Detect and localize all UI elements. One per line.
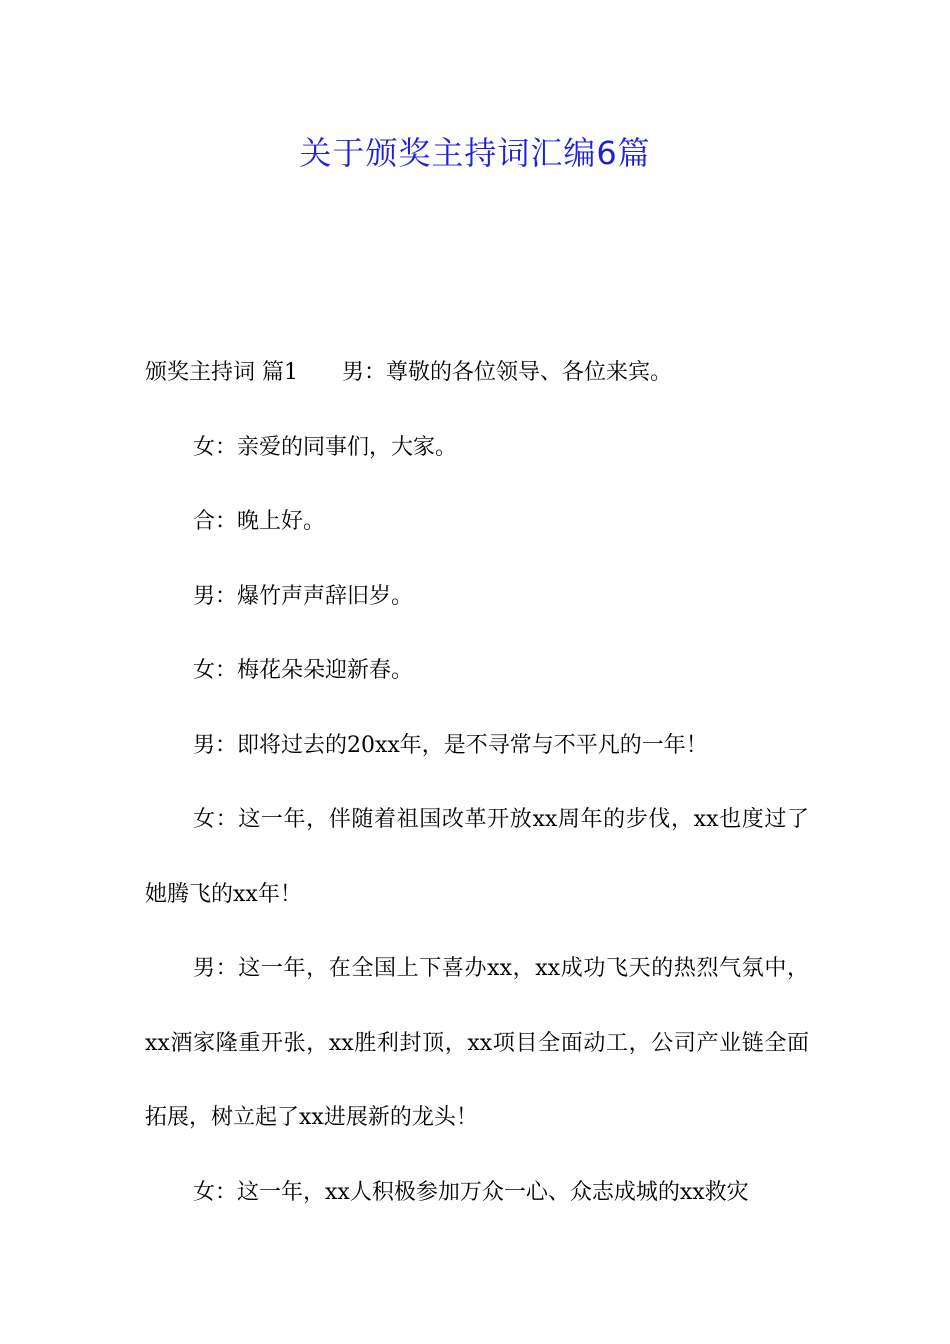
paragraph-4: 男：爆竹声声辞旧岁。 (193, 583, 414, 609)
paragraph-text: 男：尊敬的各位领导、各位来宾。 (342, 360, 673, 385)
paragraph-3: 合：晚上好。 (193, 509, 326, 534)
paragraph-5: 女：梅花朵朵迎新春。 (193, 658, 414, 683)
paragraph-9: 女：这一年，xx人积极参加万众一心、众志成城的xx救灾 (193, 1179, 749, 1205)
document-body (145, 336, 809, 1230)
paragraph-2: 女：亲爱的同事们，大家。 (193, 434, 458, 460)
paragraph-1 (145, 336, 809, 411)
paragraph-6: 男：即将过去的20xx年，是不寻常与不平凡的一年！ (193, 732, 708, 758)
paragraph-8: 男：这一年，在全国上下喜办xx，xx成功飞天的热烈气氛中，xx酒家隆重开张，xx胜利封顶，xx项目全面动工，公司产业链全面拓展，树立起了xx进展新的龙头！ (145, 956, 809, 1130)
document-title: 关于颁奖主持词汇编6篇 (299, 134, 651, 172)
section-label: 颁奖主持词 篇1 (145, 360, 298, 385)
paragraph-7: 女：这一年，伴随着祖国改革开放xx周年的步伐，xx也度过了她腾飞的xx年！ (145, 807, 809, 907)
